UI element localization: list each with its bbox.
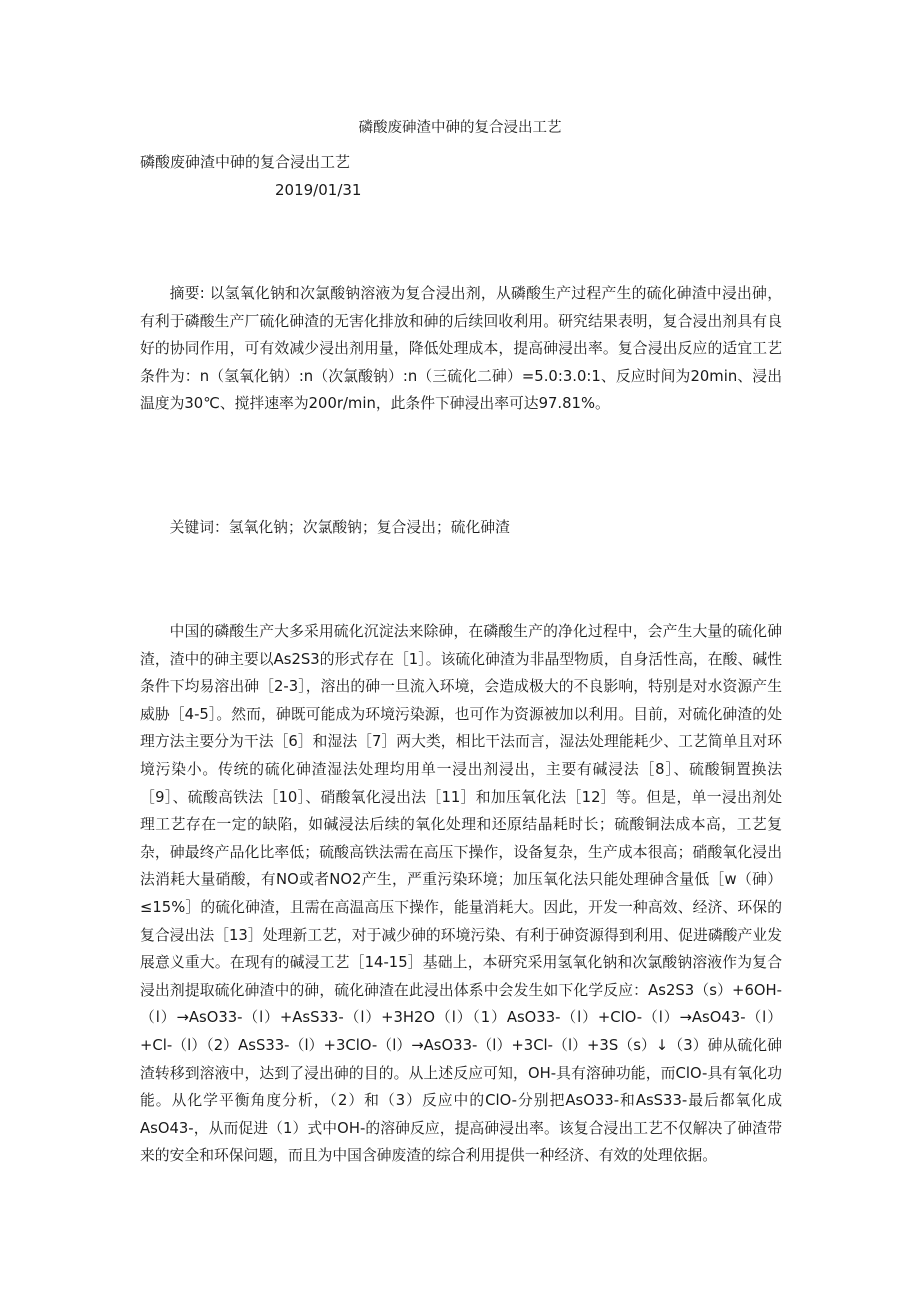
publish-date: 2019/01/31 bbox=[275, 181, 362, 199]
page-title: 磷酸废砷渣中砷的复合浸出工艺 bbox=[358, 120, 562, 136]
keywords-paragraph: 关键词：氢氧化钠；次氯酸钠；复合浸出；硫化砷渣 bbox=[169, 519, 510, 536]
body-paragraph: 中国的磷酸生产大多采用硫化沉淀法来除砷，在磷酸生产的净化过程中，会产生大量的硫化砷渣，渣中的砷主要以As2S3的形式存在［1］。该硫化砷渣为非晶型物质，自身活性高，在酸、碱性条件下均易溶出砷［2-3］，溶出的砷一旦流入环境，会造成极大的不良影响，特别是对水资源产生威胁［4-5］。然而，砷既可能成为环境污染源，也可作为资源被加以利用。目前，对硫化砷渣的处理方法主要分为干法［6］和湿法［7］两大类，相比干法而言，湿法处理能耗少、工艺简单且对环境污染小。传统的硫化砷渣湿法处理均用单一浸出剂浸出，主要有碱浸法［8］、硫酸铜置换法［9］、硫酸高铁法［10］、硝酸氧化浸出法［11］和加压氧化法［12］等。但是，单一浸出剂处理工艺存在一定的缺陷，如碱浸法后续的氧化处理和还原结晶耗时长；硫酸铜法成本高，工艺复杂，砷最终产品化比率低；硫酸高铁法需在高压下操作，设备复杂，生产成本很高；硝酸氧化浸出法消耗大量硝酸，有NO或者NO2产生，严重污染环境；加压氧化法只能处理砷含量低［w（砷）≤15%］的硫化砷渣，且需在高温高压下操作，能量消耗大。因此，开发一种高效、经济、环保的复合浸出法［13］处理新工艺，对于减少砷的环境污染、有利于砷资源得到利用、促进磷酸产业发展意义重大。在现有的碱浸工艺［14-15］基础上，本研究采用氢氧化钠和次氯酸钠溶液作为复合浸出剂提取硫化砷渣中的砷，硫化砷渣在此浸出体系中会发生如下化学反应：As2S3（s）+6OH-（l）→AsO33-（l）+AsS33-（l）+3H2O（l）（1）AsO33-（l）+ClO-（l）→AsO43-（l）+Cl-（l）（2）AsS33-（l）+3ClO-（l）→AsO33-（l）+3Cl-（l）+3S（s）↓（3）砷从硫化砷渣转移到溶液中，达到了浸出砷的目的。从上述反应可知，OH-具有溶砷功能，而ClO-具有氧化功能。从化学平衡角度分析，（2）和（3）反应中的ClO-分别把AsO33-和AsS33-最后都氧化成AsO43-，从而促进（1）式中OH-的溶砷反应，提高砷浸出率。该复合浸出工艺不仅解决了砷渣带来的安全和环保问题，而且为中国含砷废渣的综合利用提供一种经济、有效的处理依据。 bbox=[140, 623, 782, 1165]
article-title: 磷酸废砷渣中砷的复合浸出工艺 bbox=[140, 153, 351, 171]
abstract-paragraph: 摘要: 以氢氧化钠和次氯酸钠溶液为复合浸出剂，从磷酸生产过程产生的硫化砷渣中浸出砷，有利于磷酸生产厂硫化砷渣的无害化排放和砷的后续回收利用。研究结果表明，复合浸出剂具有良好的协同作用，可有效减少浸出剂用量，降低处理成本，提高砷浸出率。复合浸出反应的适宜工艺条件为：n（氢氧化钠）:n（次氯酸钠）:n（三硫化二砷）=5.0:3.0:1、反应时间为20min、浸出温度为30℃、搅拌速率为200r/min，此条件下砷浸出率可达97.81%。 bbox=[140, 285, 782, 413]
